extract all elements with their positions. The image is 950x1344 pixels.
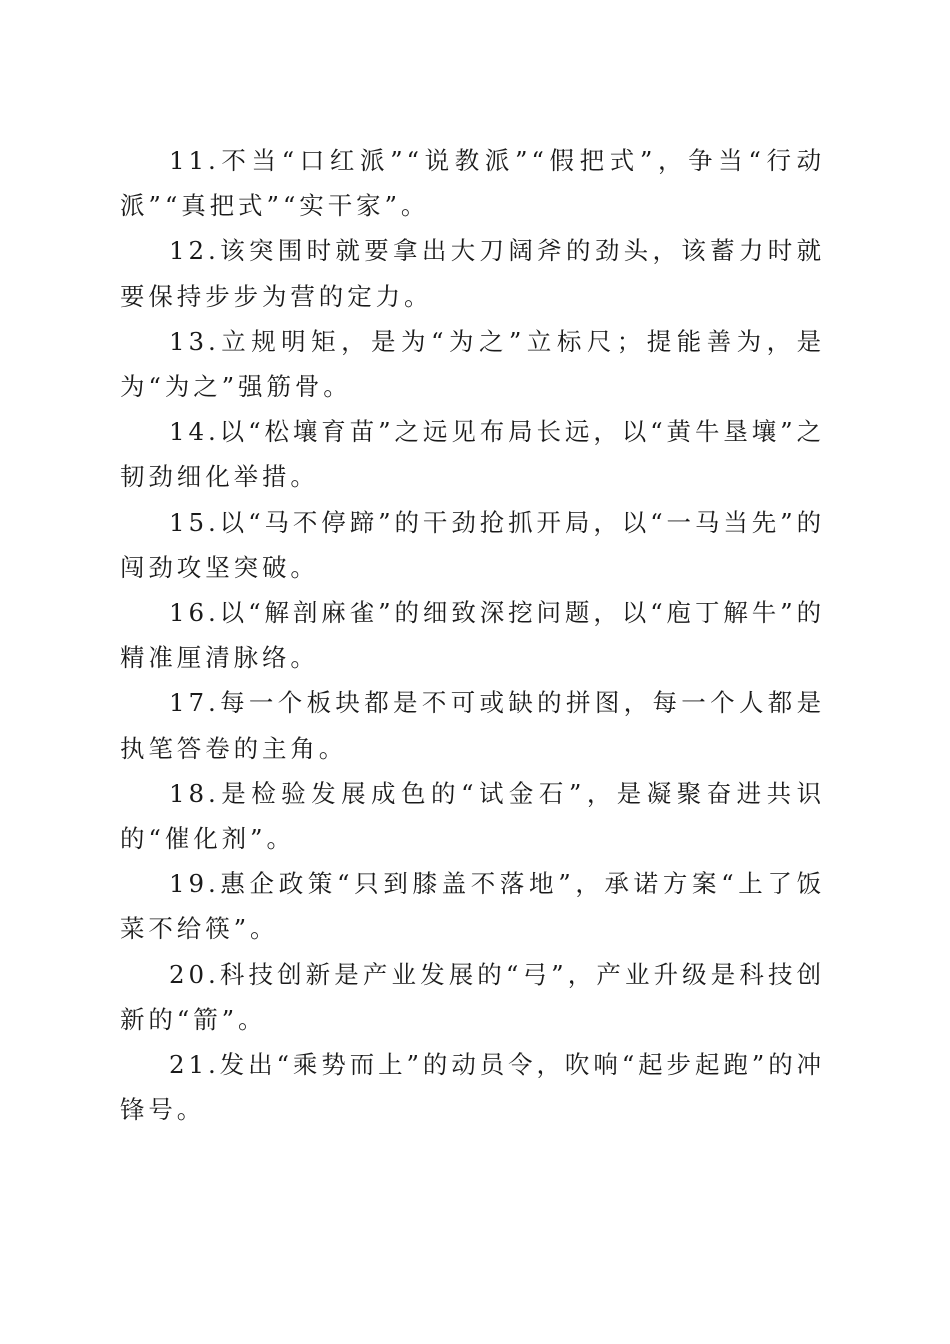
list-item-18: 18.是检验发展成色的“试金石”，是凝聚奋进共识的“催化剂”。 xyxy=(120,778,825,854)
list-item-21: 21.发出“乘势而上”的动员令，吹响“起步起跑”的冲锋号。 xyxy=(120,1050,825,1125)
list-item-11: 11.不当“口红派”“说教派”“假把式”，争当“行动派”“真把式”“实干家”。 xyxy=(120,146,825,221)
list-item-14: 14.以“松壤育苗”之远见布局长远，以“黄牛垦壤”之韧劲细化举措。 xyxy=(120,417,825,492)
list-item-19: 19.惠企政策“只到膝盖不落地”，承诺方案“上了饭菜不给筷”。 xyxy=(120,869,825,944)
list-item-13: 13.立规明矩，是为“为之”立标尺；提能善为，是为“为之”强筋骨。 xyxy=(120,326,825,402)
list-item-16: 16.以“解剖麻雀”的细致深挖问题，以“庖丁解牛”的精准厘清脉络。 xyxy=(120,598,825,673)
list-item-12: 12.该突围时就要拿出大刀阔斧的劲头，该蓄力时就要保持步步为营的定力。 xyxy=(120,236,825,311)
list-item-20: 20.科技创新是产业发展的“弓”，产业升级是科技创新的“箭”。 xyxy=(120,959,825,1034)
list-item-15: 15.以“马不停蹄”的干劲抢抓开局，以“一马当先”的闯劲攻坚突破。 xyxy=(120,507,825,582)
document-body xyxy=(120,138,825,1132)
list-item-17: 17.每一个板块都是不可或缺的拼图，每一个人都是执笔答卷的主角。 xyxy=(120,688,825,763)
